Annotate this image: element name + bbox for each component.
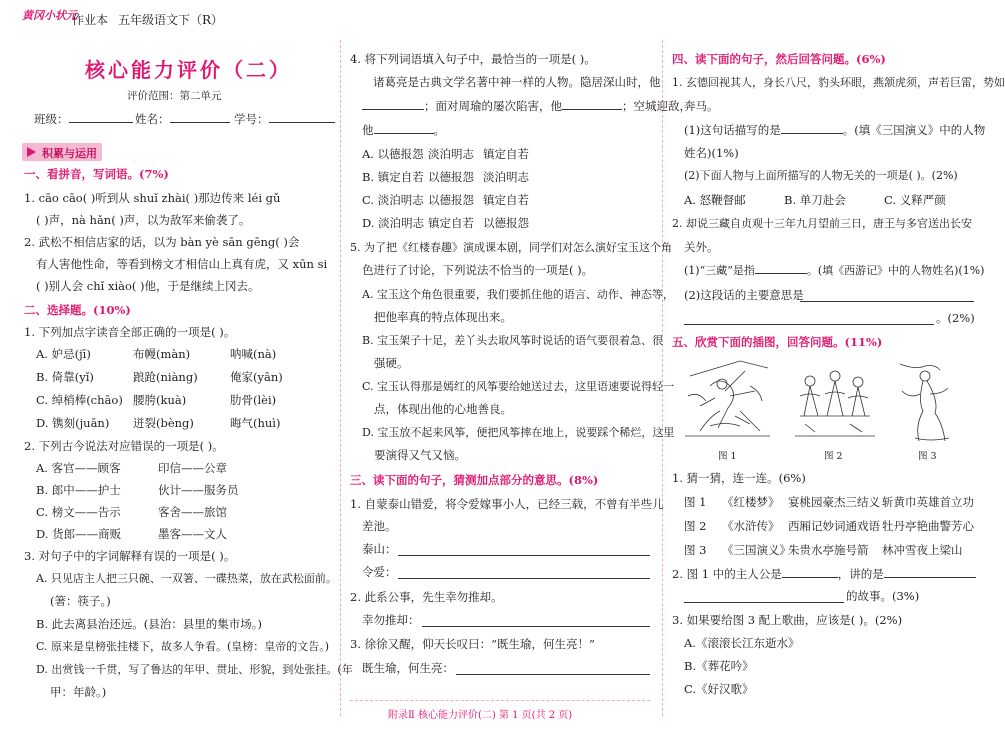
option: D. 镌刻(juān) [36,416,110,430]
text-line: 奔马。 [684,99,719,113]
section-1-title: 一、看拼音，写词语。(7%) [24,167,169,181]
option: A.《滚滚长江东逝水》 [684,636,800,650]
text-line: 他 。 [362,123,445,137]
option: C. 榜文——告示 [36,505,121,519]
option: C. 绰梢棒(chāo) [36,393,123,407]
option: 呐喊(nà) [230,347,277,361]
section-5-title: 五、欣赏下面的插图，回答问题。(11%) [672,335,883,349]
answer-line[interactable] [456,674,650,675]
option: D. 货郎——商贩 [36,527,122,541]
question: 2. 图 1 中的主人公是 ，讲的是 [672,566,976,582]
illustration-3 [895,356,965,444]
question: 3. 如果要给图 3 配上歌曲，应该是( )。(2%) [672,613,903,627]
question: 3. 对句子中的字词解释有误的一项是( )。 [24,549,236,563]
question: 1. 自蒙泰山错爱，将令爱嫁事小人，已经三载，不曾有半些儿 [350,497,664,511]
scope-text: 评价范围：第二单元 [127,90,222,102]
brand-logo [22,4,77,24]
match-item: 西厢记妙词通戏语 [788,519,880,533]
option: 客舍——旅馆 [158,505,227,519]
option: 踉跄(niàng) [133,370,198,384]
option: C. 原来是皇榜张挂楼下，故多人争看。(皇榜：皇帝的文告。) [36,640,330,653]
question: 1. 下列加点字读音全部正确的一项是( )。 [24,325,236,339]
figure-caption: 图 2 [824,451,843,462]
question: 1. 玄德回视其人，身长八尺，豹头环眼，燕颔虎须，声若巨雷，势如 [672,76,1005,89]
column-divider [662,40,663,716]
option: A. 客官——顾客 [36,461,121,475]
illustration-1 [680,356,775,444]
answer-line[interactable] [684,602,844,603]
option: D. 淡泊明志 [362,216,425,230]
option: 以德报怨 [483,216,529,230]
answer-label: 幸勿推却： [362,613,420,627]
score-note: 。(2%) [936,311,975,325]
text-line: 色进行了讨论，下列说法不恰当的一项是( )。 [362,263,594,277]
answer-line[interactable] [398,578,650,579]
text-line: (1)“三藏”是指 。(填《西游记》中的人物姓名)(1%) [684,264,985,277]
option: C. 义释严颜 [884,193,946,207]
option: 以德报怨 [428,170,474,184]
arrow-icon [27,147,36,157]
text-line: ( )声，nà hǎn( )声，以为敌军来偷袭了。 [36,213,251,227]
match-item: 林冲雪夜上梁山 [882,543,963,557]
match-item: 朱贵水亭施号箭 [788,543,869,557]
text-line: (1)这句话描写的是 。(填《三国演义》中的人物 [684,123,986,137]
option: B. 镇定自若 [362,170,424,184]
option: 镇定自若 [483,193,529,207]
option: 印信——公章 [158,461,227,475]
option: A. 只见店主人把三只碗、一双箸、一碟热菜，放在武松面前。 [36,572,337,585]
option: 强硬。 [374,356,409,370]
id-field[interactable]: 学号： [234,111,335,127]
book-label: 作业本 [72,13,109,27]
answer-line[interactable] [398,555,650,556]
answer-label: 令爱： [362,565,397,579]
option: 镇定自若 [483,147,529,161]
option: 点，体现出他的心地善良。 [374,402,512,416]
option: 俺家(yān) [230,370,283,384]
option: 甲：年龄。) [50,685,107,699]
footer-divider [350,700,650,701]
grade-label: 五年级语文下（R） [118,13,224,27]
option: 迸裂(bèng) [133,416,194,430]
text-line: 的故事。(3%) [846,589,920,603]
question: 5. 为了把《红楼春趣》演成课本剧，同学们对怎么演好宝玉这个角 [350,241,672,254]
answer-label: 泰山： [362,542,397,556]
text-line: ( )别人会 chǐ xiào( )他，于是继续上冈去。 [36,279,260,293]
option: A. 怒鞭督邮 [684,193,746,207]
option: 要演得又气又恼。 [374,448,466,462]
option: 墨客——文人 [158,527,227,541]
match-item: 图 3 [684,543,707,557]
text-line: ；面对周瑜的屡次陷害，他 ；空城迎敌， [362,98,691,114]
match-item: 图 1 [684,495,707,509]
question: 3. 徐徐又醒，仰天长叹曰：“既生瑜，何生亮！” [350,637,595,651]
answer-line[interactable] [800,301,974,302]
option: A. 宝玉这个角色很重要，我们要抓住他的语言、动作、神态等， [362,288,674,301]
text-line: 1. cāo cāo( )听到从 shuǐ zhài( )那边传来 léi gǔ [24,191,281,205]
text-line: 差池。 [362,519,397,533]
option: D. 出赏钱一千贯，写了鲁达的年甲、贯址、形貌，到处张挂。(年 [36,663,353,676]
text-line: 姓名)(1%) [684,146,739,160]
option: A. 以德报怨 [362,147,424,161]
page-footer: 附录Ⅱ 核心能力评价(二) 第 1 页(共 2 页) [388,710,573,721]
option: D. 宝玉放不起来风筝，便把风筝摔在地上，说要踩个稀烂，这里 [362,426,675,439]
option: B. 郎中——护士 [36,483,121,497]
section-tag-label: 积累与运用 [42,147,97,160]
text-line: 关外。 [684,240,719,254]
section-2-title: 二、选择题。(10%) [24,303,131,317]
option: C. 宝玉认得那是嫣红的风筝要给她送过去，这里语速要说得轻一 [362,380,675,393]
figure-caption: 图 3 [918,451,937,462]
option: 腰胯(kuà) [133,393,187,407]
question: 2. 下列古今说法对应错误的一项是( )。 [24,439,224,453]
answer-line[interactable] [684,324,934,325]
match-item: 牡丹亭艳曲警芳心 [882,519,974,533]
question: (2)下面人物与上面所描写的人物无关的一项是( )。(2%) [684,169,958,182]
option: 肋骨(lèi) [230,393,277,407]
option: B. 此去离县治还远。(县治：县里的集市场。) [36,617,262,631]
answer-label: (2)这段话的主要意思是 [684,288,804,302]
text-line: 有人害他性命，等看到榜文才相信山上真有虎，又 xūn si [36,257,328,271]
question: 2. 此系公事，先生幸勿推却。 [350,590,503,604]
match-item: 图 2 [684,519,707,533]
text-line: 2. 武松不相信店家的话，以为 bàn yè sān gēng( )会 [24,235,300,249]
option: (箸：筷子。) [50,594,111,608]
figure-caption: 图 1 [718,451,737,462]
match-item: 宴桃园豪杰三结义 [788,495,880,509]
column-divider [340,40,341,716]
section-3-title: 三、读下面的句子，猜测加点部分的意思。(8%) [350,473,599,487]
option: B. 倚靠(yǐ) [36,370,94,384]
section-4-title: 四、读下面的句子，然后回答问题。(6%) [672,52,886,66]
option: 把他率真的特点体现出来。 [374,310,512,324]
option: C.《好汉歌》 [684,682,754,696]
option: 镇定自若 [428,216,474,230]
option: A. 妒忌(jī) [36,347,91,361]
answer-label: 既生瑜，何生亮： [362,661,454,675]
match-item: 斩黄巾英雄首立功 [882,495,974,509]
page-title: 核心能力评价（二） [85,58,292,82]
option: 淡泊明志 [483,170,529,184]
match-item: 《三国演义》 [722,543,791,557]
option: B.《葬花吟》 [684,659,754,673]
text-line: 诸葛亮是古典文学名著中神一样的人物。隐居深山时，他 [373,75,661,89]
illustration-2 [790,356,880,444]
option: 晦气(huì) [230,416,281,430]
svg-text:黄冈小状元: 黄冈小状元 [22,9,77,22]
name-field[interactable]: 姓名： [135,111,230,127]
option: C. 淡泊明志 [362,193,424,207]
option: B. 宝玉架子十足，差丫头去取风筝时说话的语气要很着急、很 [362,334,664,347]
match-item: 《水浒传》 [722,519,780,533]
option: 淡泊明志 [428,147,474,161]
option: B. 单刀赴会 [784,193,846,207]
question: 2. 却说三藏自贞观十三年九月望前三日，唐王与多官送出长安 [672,217,972,230]
option: 伙计——服务员 [158,483,239,497]
class-field[interactable]: 班级： [34,111,133,127]
answer-line[interactable] [422,626,650,627]
option: 以德报怨 [428,193,474,207]
question: 1. 猜一猜，连一连。(6%) [672,471,806,485]
question: 4. 将下列词语填入句子中，最恰当的一项是( )。 [350,52,596,66]
option: 布幔(màn) [133,347,191,361]
match-item: 《红楼梦》 [722,495,780,509]
